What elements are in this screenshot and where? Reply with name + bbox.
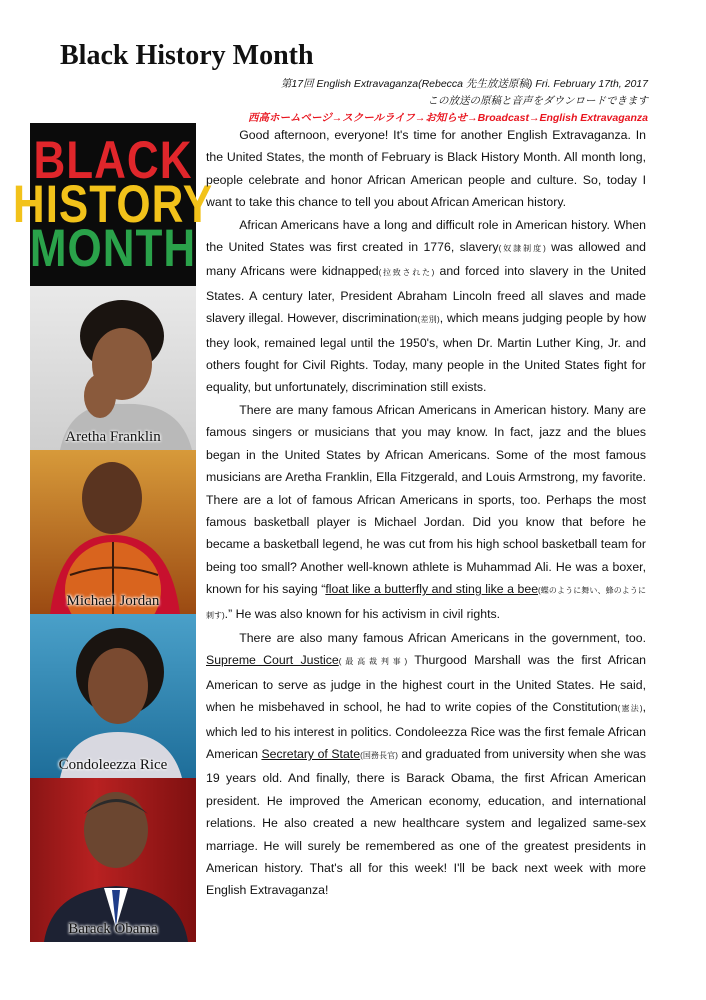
term-supreme-court-justice: Supreme Court Justice [206, 653, 339, 668]
portrait-condoleezza-rice [30, 614, 196, 778]
gloss-butterfly-phrase: (蝶のように舞い、蜂のように刺す) [206, 586, 646, 620]
paragraph-government: There are also many famous African Americans in the government, too. Supreme Court Justice(最高裁判事) Thurgood Marshall was the first African American to serve as judge in the highest court in the United States. He said, when he misbehaved in school, he had to write copies of the Constitution(憲法), which led to his interest in politics. Condoleezza Rice was the first female African American Secretary of State(国務長官) and graduated from university when she was 19 years old. And finally, there is Barack Obama, the first African American president. He improved the American economy, education, and international relations. He also created a new healthcare system and legalized same-sex marriage. He will surely be remembered as one of the greatest presidents in American history. That's all for this week! I'll be back next week with more English Extravaganza! [206, 630, 646, 898]
gloss-kidnapped: (拉致された) [378, 268, 435, 278]
portrait-barack-obama [30, 778, 196, 942]
gloss-slavery: (奴隷制度) [498, 244, 546, 254]
article-body [206, 124, 646, 902]
download-note: この放送の原稿と音声をダウンロードできます [427, 95, 648, 107]
logo-line-1: BLACK [33, 130, 193, 190]
paragraph-intro: Good afternoon, everyone! It's time for another English Extravaganza. In the United States, the month of February is Black History Month. All month long, people celebrate and honor African American people and culture. So, today I want to take this chance to tell you about African American history. [206, 128, 646, 210]
caption-michael-jordan: Michael Jordan [66, 593, 160, 609]
photo-barack-obama [30, 778, 196, 942]
photo-michael-jordan [30, 450, 196, 614]
paragraph-history: African Americans have a long and difficult role in American history. When the United States was first created in 1776, slavery(奴隷制度) was allowed and many Africans were kidnapped(拉致された) and forced into slavery in the United States. A century later, President Abraham Lincoln freed all slaves and made slavery illegal. However, discrimination(差別), which means judging people by how they look, remained legal until the 1950's, when Dr. Martin Luther King, Jr. and others fought for Civil Rights. Today, many people in the United States fight for equality, but unfortunately, discrimination still exists. [206, 217, 647, 395]
photo-condoleezza-rice [30, 614, 196, 778]
phrase-float-like-a-butterfly: float like a butterfly and sting like a bee [325, 582, 539, 597]
gloss-discrimination: (差別) [417, 315, 440, 325]
photo-aretha-franklin [30, 286, 196, 450]
paragraph-famous-people: There are many famous African Americans in American history. Many are famous singers or musicians that you may know. In fact, jazz and the blues began in the United States by African Americans. Some of the most famous musicians are Aretha Franklin, Ella Fitzgerald, and Louis Armstrong, my favorite. There are a lot of famous African Americans in sports, too. Perhaps the most famous basketball player is Michael Jordan. Did you know that before he became a basketball legend, he was cut from his high school basketball team for being too small? Another well-known athlete is Muhammad Ali. He was a boxer, known for his saying “float like a butterfly and sting like a bee(蝶のように舞い、蜂のように刺す).” He was also known for his activism in civil rights. [206, 402, 646, 621]
gloss-supreme-court-justice: (最高裁判事) [338, 657, 408, 667]
black-history-month-logo [12, 123, 214, 286]
portrait-aretha-franklin [30, 286, 196, 450]
gloss-constitution: (憲法) [617, 704, 643, 714]
caption-aretha-franklin: Aretha Franklin [65, 429, 161, 445]
image-column [12, 123, 214, 942]
page-title: Black History Month [60, 40, 314, 71]
gloss-secretary-of-state: (国務長官) [360, 750, 398, 760]
term-secretary-of-state: Secretary of State [261, 746, 361, 761]
caption-condoleezza-rice: Condoleezza Rice [58, 757, 168, 773]
logo-line-3: MONTH [29, 218, 197, 278]
portrait-michael-jordan [30, 450, 196, 614]
navigation-path: 西高ホームページ→スクールライフ→お知らせ→Broadcast→English Extravaganza [247, 112, 648, 124]
caption-barack-obama: Barack Obama [68, 921, 158, 937]
broadcast-info: 第17回 English Extravaganza(Rebecca 先生放送原稿) Fri. February 17th, 2017 [280, 78, 648, 90]
logo-line-2: HISTORY [12, 174, 214, 234]
